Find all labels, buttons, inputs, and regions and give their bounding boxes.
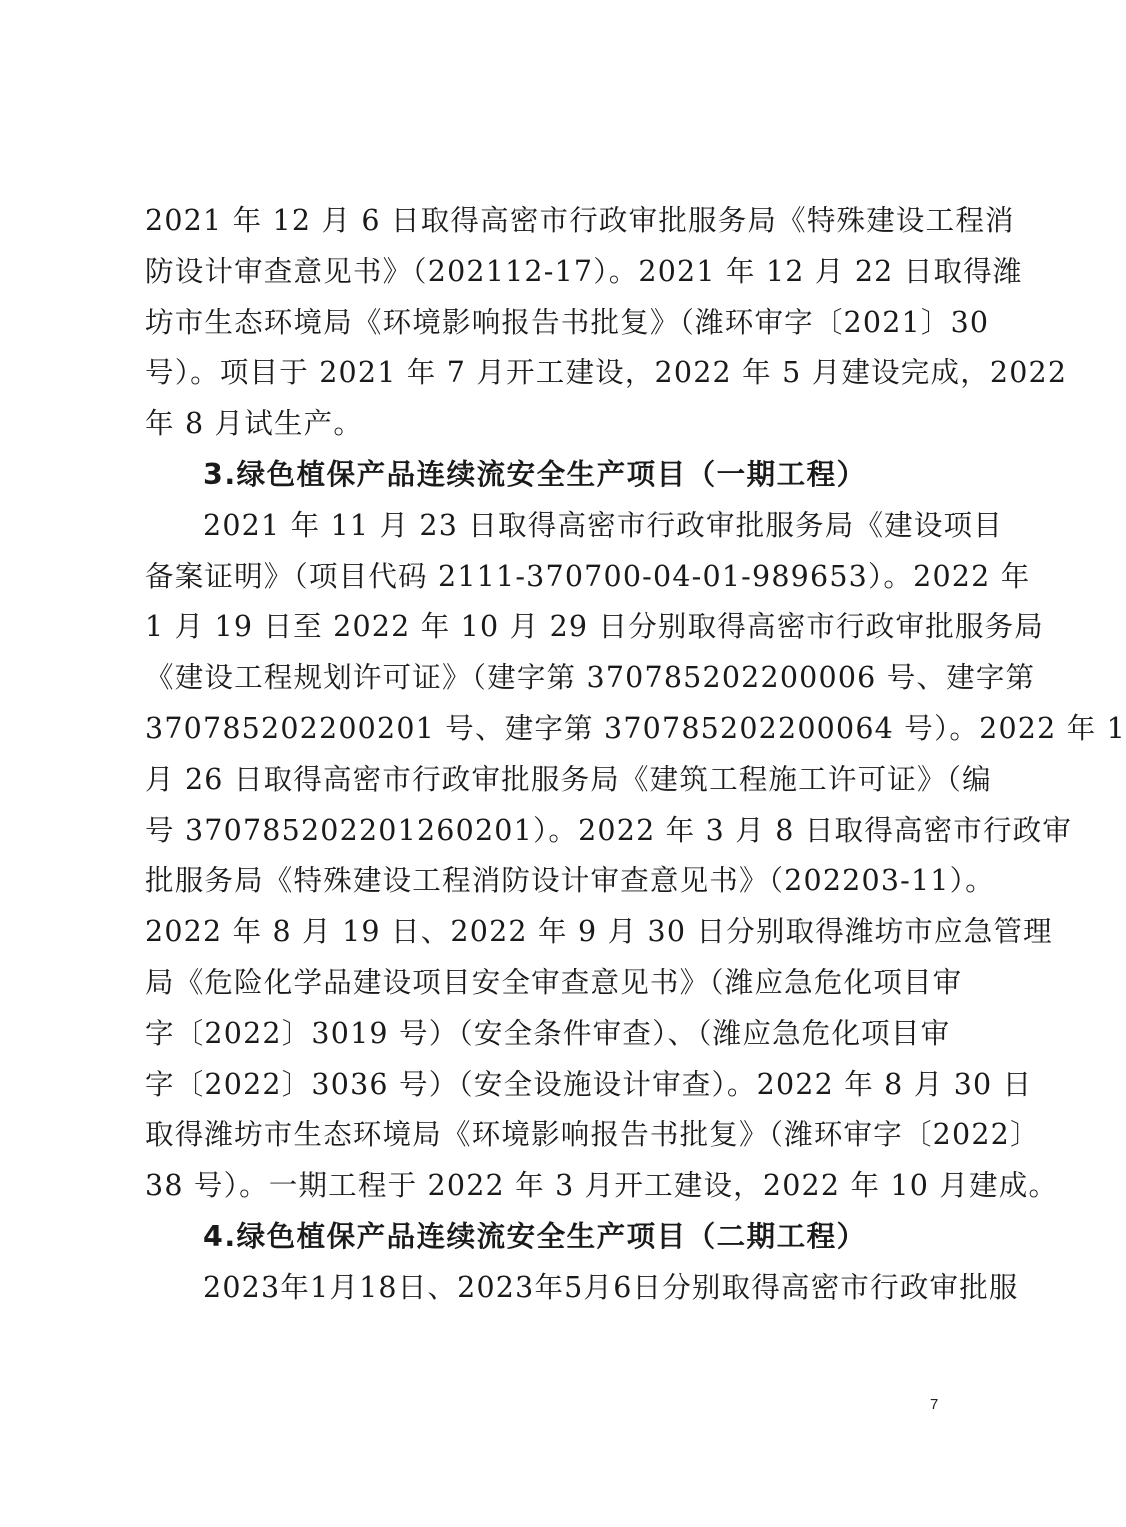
text-line: 局《危险化学品建设项目安全审查意见书》（潍应急危化项目审 xyxy=(145,965,963,999)
text-line: 号 370785202201260201）。2022 年 3 月 8 日取得高密市行政审 xyxy=(145,813,1073,847)
text-line: 号）。项目于 2021 年 7 月开工建设，2022 年 5 月建设完成，2022 xyxy=(145,356,1068,390)
section-heading-3: 3.绿色植保产品连续流安全生产项目（一期工程） xyxy=(203,457,867,491)
text-line: 1 月 19 日至 2022 年 10 月 29 日分别取得高密市行政审批服务局 xyxy=(145,610,1044,644)
text-line: 370785202200201 号、建字第 370785202200064 号）。2022 年 1 xyxy=(145,711,1126,745)
text-line: 2021 年 11 月 23 日取得高密市行政审批服务局《建设项目 xyxy=(203,508,1003,542)
text-line: 2023年1月18日、2023年5月6日分别取得高密市行政审批服 xyxy=(203,1270,1019,1304)
text-line: 备案证明》（项目代码 2111-370700-04-01-989653）。2022 年 xyxy=(145,559,1031,593)
text-line: 《建设工程规划许可证》（建字第 370785202200006 号、建字第 xyxy=(145,661,1036,695)
section-heading-4: 4.绿色植保产品连续流安全生产项目（二期工程） xyxy=(203,1219,867,1253)
text-line: 批服务局《特殊建设工程消防设计审查意见书》（202203-11）。 xyxy=(145,864,995,898)
text-line: 2021 年 12 月 6 日取得高密市行政审批服务局《特殊建设工程消 xyxy=(145,204,1015,237)
text-line: 防设计审查意见书》（202112-17）。2021 年 12 月 22 日取得潍 xyxy=(145,254,1023,288)
document-body xyxy=(145,196,1126,1314)
text-line: 坊市生态环境局《环境影响报告书批复》（潍环审字〔2021〕30 xyxy=(145,305,990,339)
text-line: 字〔2022〕3036 号）（安全设施设计审查）。2022 年 8 月 30 日 xyxy=(145,1067,1033,1101)
text-line: 月 26 日取得高密市行政审批服务局《建筑工程施工许可证》（编 xyxy=(145,762,992,796)
text-line: 字〔2022〕3019 号）（安全条件审查）、（潍应急危化项目审 xyxy=(145,1016,951,1050)
text-line: 年 8 月试生产。 xyxy=(145,407,364,441)
page-number: 7 xyxy=(930,1396,939,1413)
text-line: 2022 年 8 月 19 日、2022 年 9 月 30 日分别取得潍坊市应急管理 xyxy=(145,915,1053,949)
text-line: 38 号）。一期工程于 2022 年 3 月开工建设，2022 年 10 月建成。 xyxy=(145,1169,1059,1203)
text-line: 取得潍坊市生态环境局《环境影响报告书批复》（潍环审字〔2022〕 xyxy=(145,1118,1040,1152)
